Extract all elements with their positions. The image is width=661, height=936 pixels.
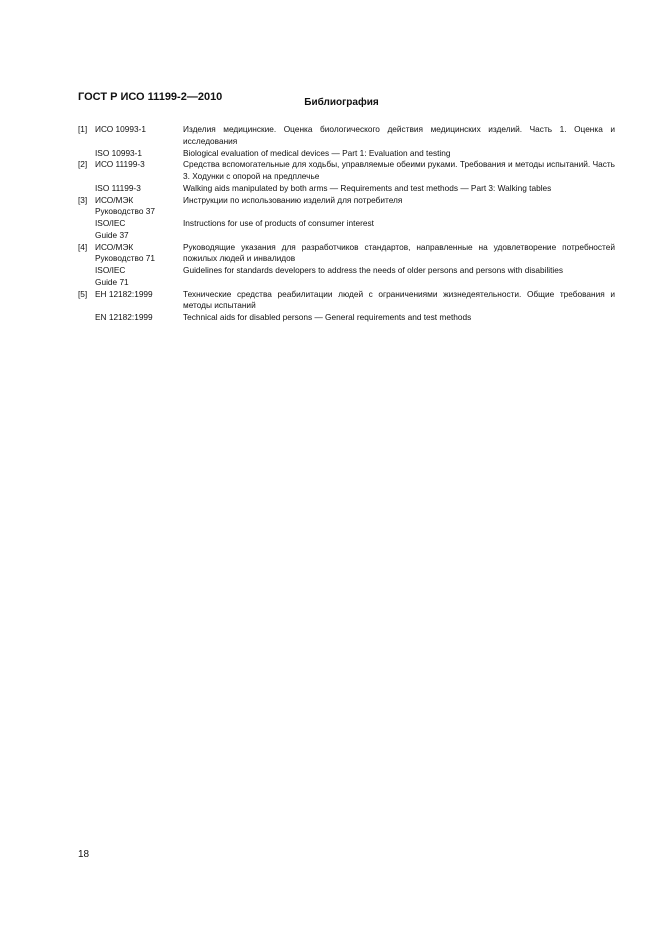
bibliography-list — [78, 124, 615, 324]
entry-code — [95, 183, 183, 195]
bibliography-entry — [78, 289, 615, 313]
bibliography-entry — [78, 159, 615, 183]
entry-code — [95, 265, 183, 289]
entry-code-line: Guide 71 — [95, 276, 129, 287]
entry-code — [95, 159, 183, 183]
entry-code — [95, 195, 183, 219]
entry-code-line: EN 12182:1999 — [95, 312, 153, 322]
entry-code-line: Руководство 37 — [95, 206, 156, 217]
bibliography-entry — [78, 265, 615, 289]
bibliography-entry — [78, 312, 615, 324]
entry-text: Руководящие указания для разработчиков стандартов, направленные на удовлетворение потребностей пожилых людей и инвалидов — [183, 241, 615, 264]
bibliography-entry — [78, 218, 615, 242]
bibliography-entry — [78, 183, 615, 195]
entry-number — [78, 265, 95, 289]
entry-code-line: ИСО 10993-1 — [95, 124, 146, 134]
entry-text: Средства вспомогательные для ходьбы, управляемые обеими руками. Требования и методы испытаний. Часть 3. Ходунки с опорой на предплечье — [183, 159, 615, 181]
entry-number — [78, 218, 95, 242]
entry-text: Instructions for use of products of consumer interest — [183, 218, 374, 228]
entry-number — [78, 148, 95, 160]
entry-code — [95, 289, 183, 313]
entry-text: Walking aids manipulated by both arms — Requirements and test methods — Part 3: Walking tables — [183, 182, 552, 193]
entry-code-line: Guide 37 — [95, 229, 129, 240]
entry-text: Technical aids for disabled persons — General requirements and test methods — [183, 312, 472, 322]
page-number: 18 — [78, 849, 90, 860]
entry-code — [95, 124, 183, 148]
entry-number: [4] — [78, 241, 88, 252]
entry-code-line: ИСО 11199-3 — [95, 159, 145, 170]
entry-code — [95, 312, 183, 324]
entry-number: [5] — [78, 288, 88, 299]
entry-code-line: ISO/IEC — [95, 218, 126, 228]
entry-text: Технические средства реабилитации людей с ограничениями жизнедеятельности. Общие требования и методы испытаний — [183, 288, 615, 311]
bibliography-entry — [78, 124, 615, 148]
entry-code-line: ЕН 12182:1999 — [95, 288, 153, 299]
entry-text: Biological evaluation of medical devices — Part 1: Evaluation and testing — [183, 147, 451, 158]
bibliography-entry — [78, 195, 615, 219]
entry-number — [78, 312, 95, 324]
entry-code-line: Руководство 71 — [95, 253, 156, 264]
entry-code — [95, 218, 183, 242]
entry-code-line: ИСО/МЭК — [95, 241, 134, 252]
entry-number — [78, 183, 95, 195]
entry-number: [2] — [78, 159, 88, 170]
entry-code-line: ISO 10993-1 — [95, 147, 143, 158]
entry-number: [1] — [78, 124, 88, 134]
entry-text: Guidelines for standards developers to address the needs of older persons and persons with disabilities — [183, 265, 564, 275]
entry-code-line: ISO 11199-3 — [95, 182, 141, 193]
entry-text: Инструкции по использованию изделий для потребителя — [183, 194, 403, 205]
section-title: Библиография — [304, 97, 379, 108]
entry-number: [3] — [78, 194, 88, 205]
entry-code — [95, 148, 183, 160]
document-header: ГОСТ Р ИСО 11199-2—2010 — [78, 91, 223, 103]
entry-code — [95, 242, 183, 266]
bibliography-entry — [78, 242, 615, 266]
entry-code-line: ISO/IEC — [95, 265, 126, 275]
entry-text: Изделия медицинские. Оценка биологического действия медицинских изделий. Часть 1. Оценка и исследования — [183, 124, 615, 146]
entry-code-line: ИСО/МЭК — [95, 194, 134, 205]
bibliography-entry — [78, 148, 615, 160]
